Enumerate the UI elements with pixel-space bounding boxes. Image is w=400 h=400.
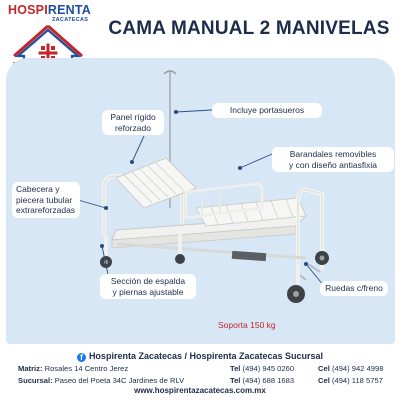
cel-1: [318, 364, 383, 373]
callout-cabecera-line3: extrareforzadas: [16, 205, 76, 215]
sucursal-address: Paseo del Poeta 34C Jardines de RLV: [54, 376, 185, 385]
callout-seccion: [100, 274, 196, 299]
tel-number-1: (494) 945 0260: [242, 364, 295, 373]
callout-cabecera-line2: piecera tubular: [16, 194, 73, 205]
tel-label-2: Tel: [230, 376, 241, 385]
callout-barandales-line1: Barandales removibles: [289, 149, 377, 159]
tel-2: [230, 376, 294, 385]
sucursal-label: Sucursal:: [18, 376, 53, 385]
page-title: CAMA MANUAL 2 MANIVELAS: [108, 18, 390, 39]
callout-cabecera-line1: Cabecera y: [16, 184, 60, 194]
website-link[interactable]: www.hospirentazacatecas.com.mx: [134, 386, 266, 395]
callout-panel-line1: Panel rígido: [110, 112, 156, 122]
cel-label-2: Cel: [318, 376, 330, 385]
matriz-label: Matriz:: [18, 364, 43, 373]
brand-name-part2: RENTA: [47, 3, 92, 17]
matriz-row: [18, 364, 128, 373]
tel-1: [230, 364, 294, 373]
callout-barandales-line2: y con diseño antiasfixia: [289, 159, 377, 170]
callout-seccion-line1: Sección de espalda: [110, 276, 186, 286]
cel-number-2: (494) 118 5757: [331, 376, 383, 385]
capacity-label: Soporta 150 kg: [218, 320, 276, 330]
cel-label-1: Cel: [318, 364, 330, 373]
sucursal-row: [18, 376, 184, 385]
cel-2: [318, 376, 383, 385]
callout-barandales: [272, 147, 394, 172]
callout-ruedas: Ruedas c/freno: [320, 281, 388, 296]
tel-label-1: Tel: [230, 364, 241, 373]
facebook-accounts: Hospirenta Zacatecas / Hospirenta Zacatecas Sucursal: [88, 351, 324, 361]
callout-seccion-line2: y piernas ajustable: [112, 286, 184, 297]
facebook-row: [0, 351, 400, 362]
brand-name: [8, 3, 91, 17]
brand-name-part1: HOSPI: [8, 3, 48, 17]
tel-number-2: (494) 688 1683: [242, 376, 295, 385]
callout-panel-line2: reforzado: [115, 122, 151, 133]
cel-number-1: (494) 942 4998: [331, 364, 384, 373]
brand-subtitle: ZACATECAS: [52, 17, 89, 23]
callout-portasueros: Incluye portasueros: [212, 103, 322, 118]
matriz-address: Rosales 14 Centro Jerez: [44, 364, 129, 373]
callout-cabecera: [12, 182, 80, 218]
facebook-icon: f: [77, 353, 86, 362]
callout-panel-rigido: [102, 110, 164, 135]
